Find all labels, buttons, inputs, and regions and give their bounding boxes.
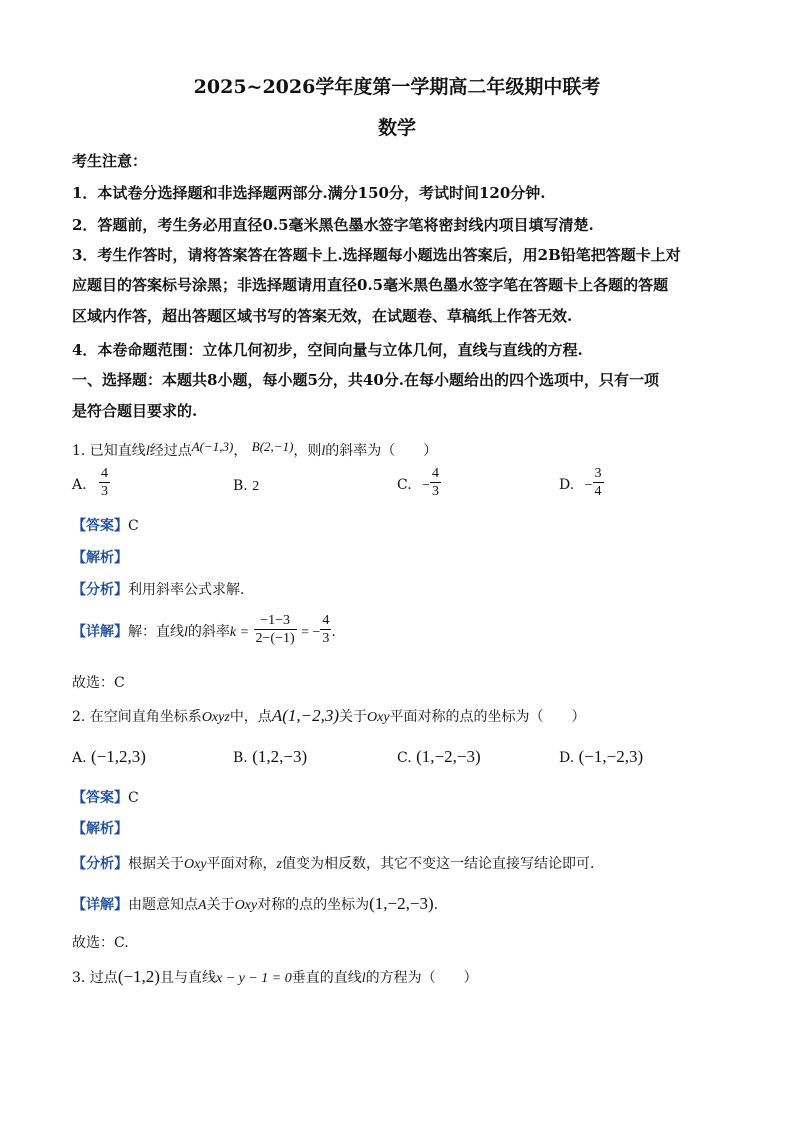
question-2-stem: 2. 在空间直角坐标系Oxyz中，点A(1,−2,3)关于Oxy平面对称的点的坐标为（ ） xyxy=(72,706,586,725)
exam-title: 2025~2026学年度第一学期高二年级期中联考 xyxy=(193,76,601,98)
q2-option-a: A. (−1,2,3) xyxy=(72,747,146,766)
q2-option-b: B. (1,2,−3) xyxy=(233,747,308,766)
question-3-stem: 3. 过点(−1,2)且与直线x − y − 1 = 0垂直的直线l的方程为（ ） xyxy=(72,967,478,986)
section-heading-cont: 是符合题目要求的. xyxy=(72,402,198,420)
subject-title: 数学 xyxy=(377,117,416,139)
q1-analysis-label: 【解析】 xyxy=(72,550,128,566)
notice-item-3-cont2: 区域内作答，超出答题区域书写的答案无效，在试题卷、草稿纸上作答无效. xyxy=(72,307,573,325)
question-1-stem: 1. 已知直线l经过点A(−1,3)， B(2,−1)，则l的斜率为（ ） xyxy=(72,439,438,459)
q2-analysis-label: 【解析】 xyxy=(72,821,128,837)
q2-option-c: C. (1,−2,−3) xyxy=(397,747,481,766)
q1-option-d: D. − $\frac{3}{4}$ xyxy=(559,466,602,499)
notice-item-3: 3．考生作答时，请将答案答在答题卡上.选择题每小题选出答案后，用2B铅笔把答题卡上对 xyxy=(72,246,681,264)
q2-fenxi: 【分析】根据关于Oxy平面对称，z值变为相反数，其它不变这一结论直接写结论即可. xyxy=(72,856,595,872)
q2-choose: 故选：C. xyxy=(72,935,129,951)
q1-fenxi: 【分析】利用斜率公式求解. xyxy=(72,582,245,598)
section-heading: 一、选择题：本题共8小题，每小题5分，共40分.在每小题给出的四个选项中，只有一项 xyxy=(72,371,659,389)
notice-heading: 考生注意： xyxy=(72,152,148,170)
q1-answer: 【答案】C xyxy=(72,518,139,534)
notice-item-2: 2．答题前，考生务必用直径0.5毫米黑色墨水签字笔将密封线内项目填写清楚. xyxy=(72,216,594,234)
q1-detail: 【详解】解：直线l的斜率k = $\frac{-1-3}{2-(-1)}$ = − $\frac{4}{3}$ . xyxy=(72,613,336,646)
q1-option-a: A. $\frac{4}{3}$ xyxy=(72,466,109,499)
notice-item-3-cont: 应题目的答案标号涂黑；非选择题请用直径0.5毫米黑色墨水签字笔在答题卡上各题的答题 xyxy=(72,276,669,294)
q1-option-b: B. 2 xyxy=(233,478,260,494)
q2-answer: 【答案】C xyxy=(72,790,139,806)
notice-item-1: 1．本试卷分选择题和非选择题两部分.满分150分，考试时间120分钟. xyxy=(72,184,546,202)
notice-item-4: 4．本卷命题范围：立体几何初步，空间向量与立体几何，直线与直线的方程. xyxy=(72,341,583,359)
q2-option-d: D. (−1,−2,3) xyxy=(559,747,644,766)
q1-choose: 故选：C xyxy=(72,675,125,691)
q2-detail: 【详解】由题意知点A关于Oxy对称的点的坐标为(1,−2,−3). xyxy=(72,894,439,913)
q1-option-c: C. − $\frac{4}{3}$ xyxy=(397,466,440,499)
